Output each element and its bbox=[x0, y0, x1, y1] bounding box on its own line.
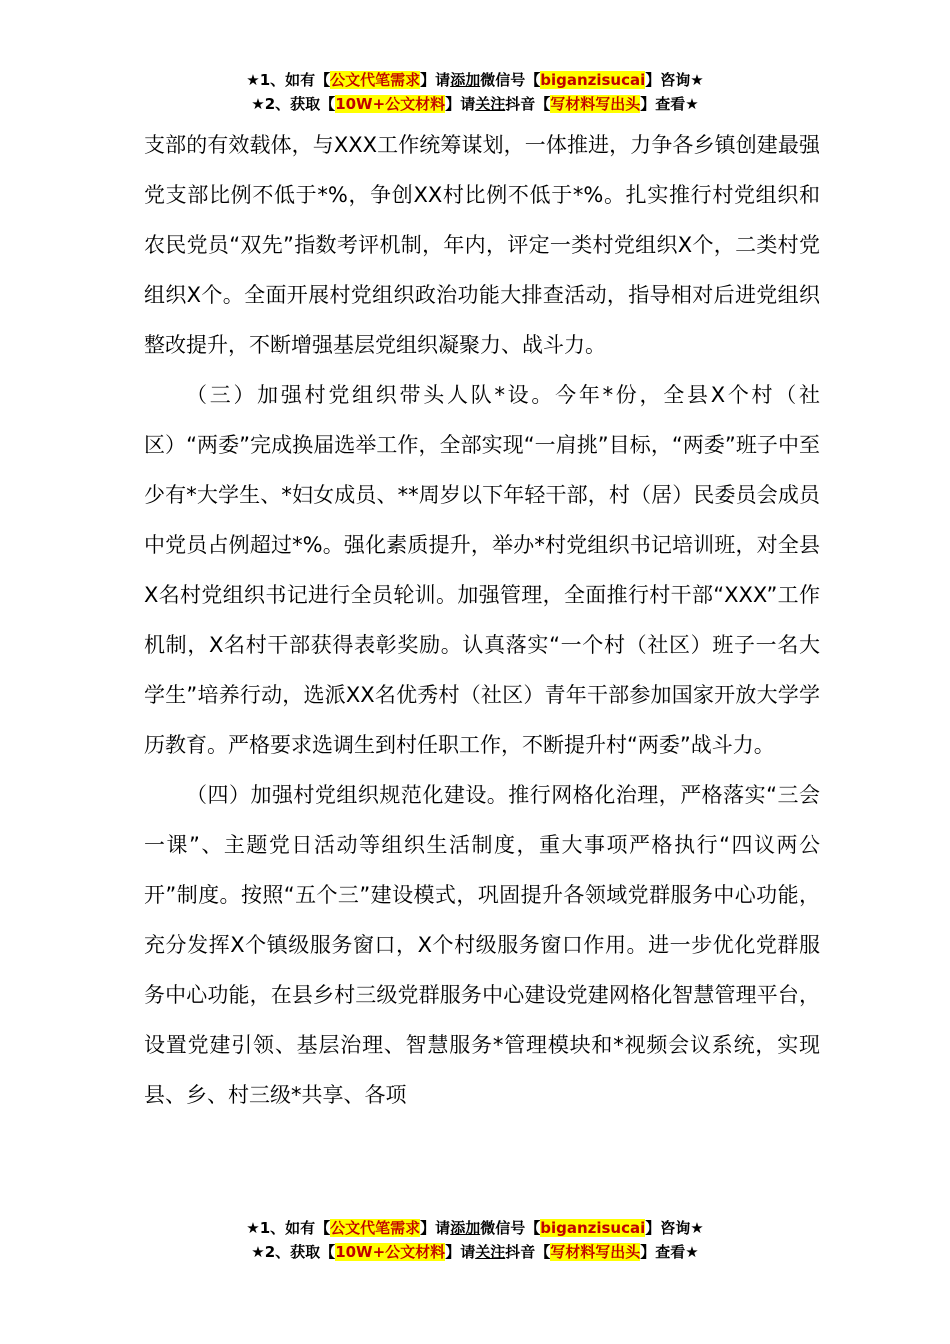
banner-text: 】咨询★ bbox=[645, 71, 704, 89]
banner-emphasis: 关注 bbox=[475, 1243, 506, 1261]
paragraph-1: 支部的有效载体，与XXX工作统筹谋划，一体推进，力争各乡镇创建最强党支部比例不低于*%，争创XX村比例不低于*%。扎实推行村党组织和农民党员“双先”指数考评机制，年内，评定一类村党组织X个，二类村党组织X个。全面开展村党组织政治功能大排查活动，指导相对后进党组织整改提升，不断增强基层党组织凝聚力、战斗力。 bbox=[144, 133, 820, 357]
banner-text: ★2、获取【 bbox=[251, 1243, 336, 1261]
banner-highlight: 公文代笔需求 bbox=[330, 1219, 421, 1237]
paragraph-2: （三）加强村党组织带头人队*设。今年*份，全县X个村（社区）“两委”完成换届选举工作，全部实现“一肩挑”目标，“两委”班子中至少有*大学生、*妇女成员、**周岁以下年轻干部，村（居）民委员会成员中党员占例超过*%。强化素质提升，举办*村党组织书记培训班，对全县X名村党组织书记进行全员轮训。加强管理，全面推行村干部“XXX”工作机制，X名村干部获得表彰奖励。认真落实“一个村（社区）班子一名大学生”培养行动，选派XX名优秀村（社区）青年干部参加国家开放大学学历教育。严格要求选调生到村任职工作，不断提升村“两委”战斗力。 bbox=[144, 383, 820, 757]
banner-text: 】查看★ bbox=[640, 1243, 699, 1261]
banner-highlight: biganzisucai bbox=[540, 71, 646, 89]
banner-text: ★1、如有【 bbox=[246, 1219, 331, 1237]
banner-emphasis: 关注 bbox=[475, 95, 506, 113]
banner-text: 】请 bbox=[420, 71, 451, 89]
banner-text: 微信号【 bbox=[480, 71, 541, 89]
banner-highlight: 公文代笔需求 bbox=[330, 71, 421, 89]
header-banner bbox=[0, 68, 950, 116]
banner-line-2 bbox=[0, 1240, 950, 1264]
banner-text: 】请 bbox=[420, 1219, 451, 1237]
banner-text: ★1、如有【 bbox=[246, 71, 331, 89]
banner-text: 抖音【 bbox=[505, 1243, 551, 1261]
banner-text: ★2、获取【 bbox=[251, 95, 336, 113]
banner-highlight: 写材料写出头 bbox=[550, 95, 641, 113]
banner-line-1 bbox=[0, 68, 950, 92]
banner-highlight: 写材料写出头 bbox=[550, 1243, 641, 1261]
banner-emphasis: 添加 bbox=[450, 71, 481, 89]
footer-banner bbox=[0, 1216, 950, 1264]
banner-text: 抖音【 bbox=[505, 95, 551, 113]
banner-highlight: 10W+公文材料 bbox=[335, 1243, 446, 1261]
banner-text: 】查看★ bbox=[640, 95, 699, 113]
banner-text: 】咨询★ bbox=[645, 1219, 704, 1237]
banner-line-1 bbox=[0, 1216, 950, 1240]
document-body bbox=[144, 120, 820, 1120]
banner-text: 】请 bbox=[445, 95, 476, 113]
banner-emphasis: 添加 bbox=[450, 1219, 481, 1237]
banner-text: 微信号【 bbox=[480, 1219, 541, 1237]
banner-highlight: 10W+公文材料 bbox=[335, 95, 446, 113]
paragraph-3: （四）加强村党组织规范化建设。推行网格化治理，严格落实“三会一课”、主题党日活动等组织生活制度，重大事项严格执行“四议两公开”制度。按照“五个三”建设模式，巩固提升各领域党群服务中心功能，充分发挥X个镇级服务窗口，X个村级服务窗口作用。进一步优化党群服务中心功能，在县乡村三级党群服务中心建设党建网格化智慧管理平台，设置党建引领、基层治理、智慧服务*管理模块和*视频会议系统，实现县、乡、村三级*共享、各项 bbox=[144, 783, 820, 1107]
banner-line-2 bbox=[0, 92, 950, 116]
banner-text: 】请 bbox=[445, 1243, 476, 1261]
banner-highlight: biganzisucai bbox=[540, 1219, 646, 1237]
